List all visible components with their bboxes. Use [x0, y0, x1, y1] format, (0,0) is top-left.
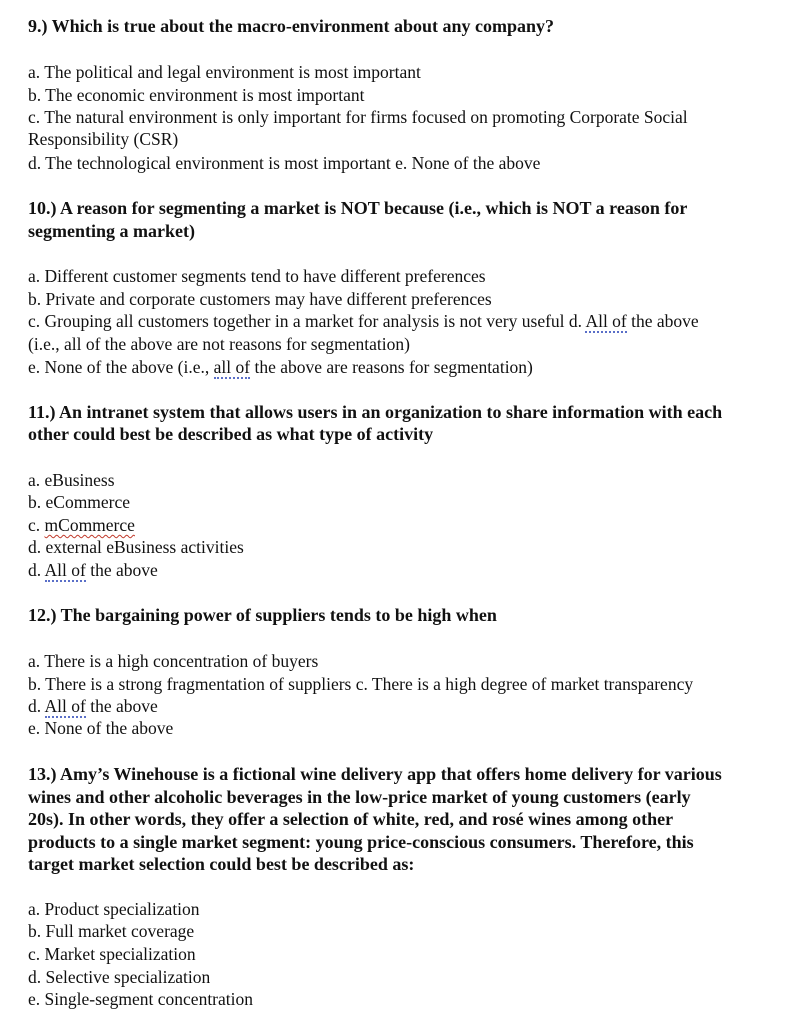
q13-option-d: d. Selective specialization: [28, 967, 211, 987]
q12-option-b-c: b. There is a strong fragmentation of suppliers c. There is a high degree of market transparency: [28, 674, 694, 694]
q9-option-d-e: d. The technological environment is most important e. None of the above: [28, 153, 541, 173]
q11-option-c: [28, 514, 788, 537]
q11-option-e-tail: the above: [85, 560, 158, 580]
q9-option-b: b. The economic environment is most important: [28, 85, 365, 105]
question-13-text-4: products to a single market segment: young price-conscious consumers. Therefore, this: [28, 832, 694, 852]
q12-option-e: e. None of the above: [28, 718, 174, 738]
question-13-text-3: 20s). In other words, they offer a selection of white, red, and rosé wines among other: [28, 809, 674, 829]
q11-option-c-wavy: mCommerce: [44, 515, 135, 535]
q9-option-c-cont: Responsibility (CSR): [28, 129, 179, 149]
q12-option-d: [28, 695, 788, 718]
q11-option-a: a. eBusiness: [28, 470, 115, 490]
q10-option-c-text: c. Grouping all customers together in a market for analysis is not very useful d.: [28, 311, 586, 331]
q12-option-a: a. There is a high concentration of buyers: [28, 651, 319, 671]
q13-option-a: a. Product specialization: [28, 899, 200, 919]
q9-option-a: a. The political and legal environment is most important: [28, 62, 421, 82]
q10-option-e-text: e. None of the above (i.e.,: [28, 357, 214, 377]
q12-option-d-dotted: All of: [44, 696, 86, 716]
question-9-text: 9.) Which is true about the macro-environment about any company?: [28, 16, 555, 36]
q13-option-b: b. Full market coverage: [28, 921, 195, 941]
question-10-text: 10.) A reason for segmenting a market is NOT because (i.e., which is NOT a reason for: [28, 198, 688, 218]
question-11-text-cont: other could best be described as what type of activity: [28, 424, 434, 444]
q12-option-d-tail: the above: [85, 696, 158, 716]
q10-option-b: b. Private and corporate customers may have different preferences: [28, 289, 492, 309]
q11-option-e-dotted: All of: [44, 560, 86, 580]
q10-option-d-cont: (i.e., all of the above are not reasons for segmentation): [28, 334, 410, 354]
q10-option-d-dotted: All of: [585, 311, 627, 331]
q11-option-c-prefix: c.: [28, 515, 45, 535]
question-13-text-5: target market selection could best be described as:: [28, 854, 415, 874]
question-12-text: 12.) The bargaining power of suppliers tends to be high when: [28, 605, 497, 625]
q10-option-c-d: [28, 310, 788, 333]
q12-option-d-prefix: d.: [28, 696, 45, 716]
q13-option-c: c. Market specialization: [28, 944, 196, 964]
question-13-text-2: wines and other alcoholic beverages in the low-price market of young customers (early: [28, 787, 691, 807]
q10-option-e-tail: the above are reasons for segmentation): [250, 357, 533, 377]
q11-option-d: d. external eBusiness activities: [28, 537, 244, 557]
q13-option-e: e. Single-segment concentration: [28, 989, 253, 1009]
question-11-text: 11.) An intranet system that allows users in an organization to share information with each: [28, 402, 723, 422]
q9-option-c: c. The natural environment is only important for firms focused on promoting Corporate Social: [28, 107, 688, 127]
q11-option-e: [28, 559, 788, 582]
q10-option-e-dotted: all of: [213, 357, 251, 377]
question-10-text-cont: segmenting a market): [28, 221, 195, 241]
q10-option-d-tail: the above: [626, 311, 699, 331]
q10-option-e: [28, 356, 788, 379]
question-13-text: 13.) Amy’s Winehouse is a fictional wine delivery app that offers home delivery for various: [28, 764, 722, 784]
q10-option-a: a. Different customer segments tend to have different preferences: [28, 266, 486, 286]
q11-option-b: b. eCommerce: [28, 492, 131, 512]
q11-option-e-prefix: d.: [28, 560, 45, 580]
